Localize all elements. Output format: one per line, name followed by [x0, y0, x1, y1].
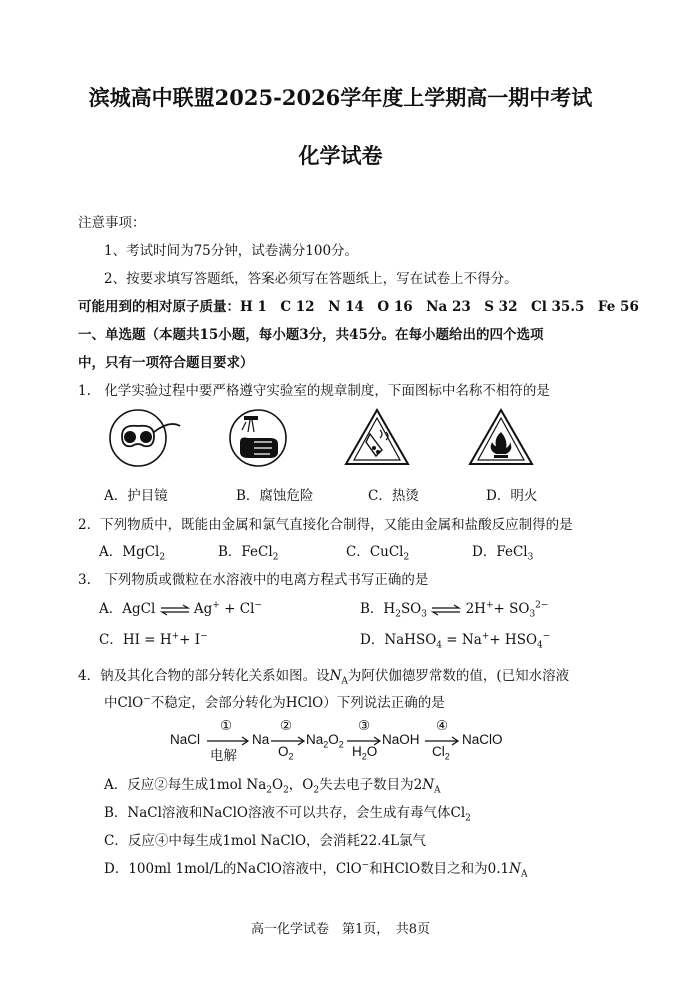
note-item-1: 1、考试时间为75分钟，试卷满分100分。 [104, 243, 359, 259]
q3-stem: 3. 下列物质或微粒在水溶液中的电离方程式书写正确的是 [78, 572, 429, 588]
scheme-step-4: ④ [436, 718, 449, 733]
q2-option-a: A．MgCl$_2$ [99, 544, 166, 563]
q4-stem-line1: 4．钠及其化合物的部分转化关系如图。设$N_A$为阿伏伽德罗常数的值，(已知水溶液 [78, 668, 570, 687]
q3-option-a: A．AgCl Ag+ + Cl− [99, 600, 262, 617]
q3-option-c: C．HI = H++ I− [99, 631, 208, 648]
scheme-naclo: NaClO [462, 732, 503, 747]
q1-option-c: C．热烫 [368, 488, 419, 504]
q4-option-d: D．100ml 1mol/L的NaClO溶液中，ClO−和HClO数目之和为$0.1N_A$ [104, 860, 528, 880]
equilibrium-arrow-icon [431, 604, 461, 616]
scheme-nacl: NaCl [170, 732, 201, 747]
arrow-icon [424, 736, 460, 746]
scheme-step-1: ① [220, 718, 233, 733]
equilibrium-arrow-icon [160, 604, 190, 616]
q1-option-a: A．护目镜 [104, 488, 168, 504]
note-item-2: 2、按要求填写答题纸，答案必须写在答题纸上，写在试卷上不得分。 [104, 271, 518, 287]
scheme-step-3: ③ [358, 718, 371, 733]
q4-stem-line2: 中ClO−不稳定，会部分转化为HClO）下列说法正确的是 [104, 694, 445, 711]
scheme-step-2: ② [280, 718, 293, 733]
arrow-icon [346, 736, 382, 746]
arrow-icon [206, 736, 250, 746]
flame-icon [466, 406, 536, 470]
arrow-icon [270, 736, 306, 746]
scheme-na2o2: $Na_2O_2$ [306, 732, 344, 750]
scheme-naoh: NaOH [382, 732, 420, 747]
section-heading-line1: 一、单选题（本题共15小题，每小题3分，共45分。在每小题给出的四个选项 [78, 327, 544, 343]
q2-option-b: B．FeCl$_2$ [218, 544, 279, 563]
section-heading-line2: 中，只有一项符合题目要求） [78, 355, 254, 371]
notes-heading: 注意事项： [78, 215, 146, 231]
q4-option-a: A．反应②每生成1mol $Na_2O_2$，$O_2$失去电子数目为$2N_A$ [104, 777, 441, 796]
page-footer: 高一化学试卷 第1页， 共8页 [250, 922, 431, 937]
q1-option-b: B．腐蚀危险 [236, 488, 314, 504]
q4-option-b: B．NaCl溶液和NaClO溶液不可以共存，会生成有毒气体$Cl_2$ [104, 805, 471, 824]
scheme-cond-1: 电解 [210, 748, 237, 763]
q3-option-d: D．NaHSO$_4$ = $Na^++ HSO_4^-$ [360, 631, 551, 651]
q1-stem: 1. 化学实验过程中要严格遵守实验室的规章制度，下面图标中名称不相符的是 [78, 383, 550, 399]
q1-option-d: D．明火 [486, 488, 538, 504]
scheme-cond-2: $O_2$ [278, 744, 294, 762]
scheme-cond-4: $Cl_2$ [432, 744, 450, 762]
q2-option-c: C．CuCl$_2$ [346, 544, 410, 563]
corrosion-icon [226, 408, 290, 468]
scheme-na: Na [252, 732, 270, 747]
page-title: 滨城高中联盟2025-2026学年度上学期高一期中考试 [88, 85, 593, 110]
q4-option-c: C．反应④中每生成1mol NaClO，会消耗22.4L氯气 [104, 833, 427, 849]
reaction-scheme [170, 718, 520, 766]
goggles-icon [108, 408, 184, 468]
q2-option-d: D．FeCl$_3$ [472, 544, 534, 563]
page-subtitle: 化学试卷 [298, 143, 383, 168]
q2-stem: 2．下列物质中，既能由金属和氯气直接化合制得，又能由金属和盐酸反应制得的是 [78, 517, 573, 533]
scheme-cond-3: $H_2O$ [352, 744, 378, 762]
hot-surface-icon [342, 406, 412, 470]
atomic-masses: 可能用到的相对原子质量：H 1 C 12 N 14 O 16 Na 23 S 32 Cl 35.5 Fe 56 [78, 299, 639, 315]
q3-option-b: B．$H_2SO_3$ $2H^++ SO_3^{2-}$ [360, 600, 549, 620]
